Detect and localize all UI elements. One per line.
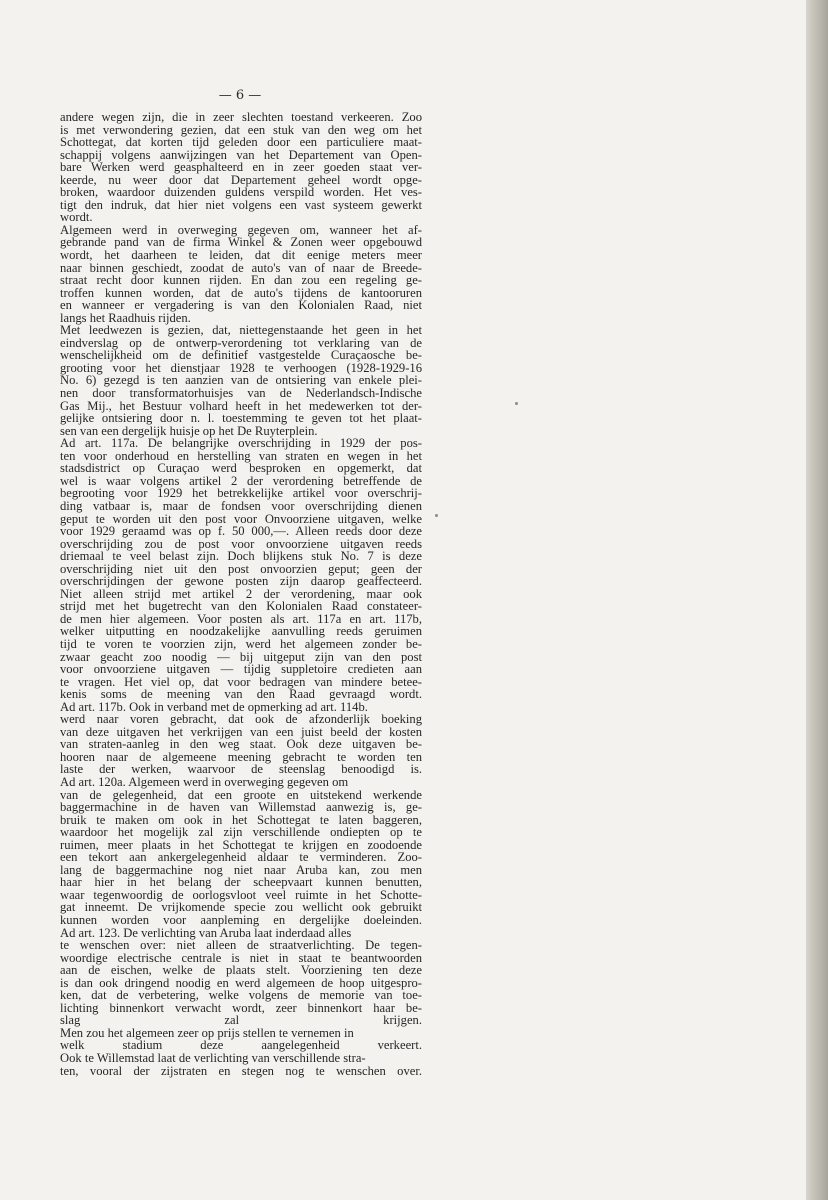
text-line: haar hier in het belang der scheepvaart kunnen benutten, — [60, 875, 422, 890]
text-line: de men hier algemeen. Voor posten als art. 117a en art. 117b, — [60, 611, 422, 626]
text-line: ten voor onderhoud en herstelling van straten en wegen in het — [60, 448, 422, 463]
text-line: welker uitputting en noodzakelijke aanvulling reeds geruimen — [60, 624, 422, 639]
text-line: sen van een dergelijk huisje op het De Ruyterplein. — [60, 423, 318, 438]
text-line: keerde, nu weer door dat Departement geheel wordt opge- — [60, 172, 422, 187]
page-number: — 6 — — [218, 88, 262, 103]
text-line: Ad art. 123. De verlichting van Aruba laat inderdaad alles — [60, 925, 352, 940]
text-line: lichting binnenkort verwacht wordt, zeer binnenkort haar be- — [60, 1000, 422, 1015]
text-line: Ook te Willemstad laat de verlichting van verschillende stra- — [60, 1051, 366, 1066]
text-line: ding vatbaar is, maar de fondsen voor overschrijding dienen — [60, 498, 422, 513]
text-line: ten, vooral der zijstraten en stegen nog te wenschen over. — [60, 1063, 422, 1078]
text-line: waar tegenwoordig de oorlogsvloot veel ruimte in het Schotte- — [60, 887, 422, 902]
text-line: te wenschen over: niet alleen de straatverlichting. De tegen- — [60, 938, 422, 953]
text-line: Algemeen werd in overweging gegeven om, wanneer het af- — [60, 222, 422, 237]
text-line: woordige electrische centrale is niet in staat te beantwoorden — [60, 950, 422, 965]
text-line: ruimen, meer plaats in het Schottegat te krijgen en zoodoende — [60, 837, 422, 852]
text-line: is dan ook dringend noodig en werd algemeen de hoop uitgespro- — [60, 975, 422, 990]
text-line: van de gelegenheid, dat een groote en uitstekend werkende — [60, 787, 422, 802]
text-line: laste der werken, waarvoor de steenslag benoodigd is. — [60, 762, 422, 777]
text-line: schappij volgens aanwijzingen van het Departement van Open- — [60, 147, 422, 162]
text-line: overschrijdingen der gewone posten zijn daarop geaffecteerd. — [60, 574, 422, 589]
text-line: gat inneemt. De vrijkomende specie zou wellicht ook gebruikt — [60, 900, 422, 915]
text-line: welk stadium deze aangelegenheid verkeert. — [60, 1038, 422, 1053]
text-line: waardoor het mogelijk zal zijn verschillende ondiepten op te — [60, 825, 422, 840]
text-line: Schottegat, dat korten tijd geleden door een particuliere maat- — [60, 135, 422, 150]
body-text — [60, 111, 422, 1077]
text-line: Men zou het algemeen zeer op prijs stellen te vernemen in — [60, 1025, 354, 1040]
text-line: nen door transformatorhuisjes van de Nederlandsch-Indische — [60, 386, 422, 401]
text-line: bruik te maken om ook in het Schottegat te laten baggeren, — [60, 812, 422, 827]
text-line: Ad art. 120a. Algemeen werd in overweging gegeven om — [60, 774, 349, 789]
text-line: is met verwondering gezien, dat een stuk van den weg om het — [60, 122, 422, 137]
text-line: broken, waardoor duizenden guldens verspild worden. Het ves- — [60, 185, 422, 200]
text-line: wenschelijkheid om de definitief vastgestelde Curaçaosche be- — [60, 348, 422, 363]
text-line: gebrande pand van de firma Winkel & Zonen weer opgebouwd — [60, 235, 422, 250]
text-line: Met leedwezen is gezien, dat, niettegenstaande het geen in het — [60, 323, 422, 338]
paper-speck — [515, 402, 518, 405]
text-line: straat recht door kunnen rijden. En dan zou een regeling ge- — [60, 273, 422, 288]
paper-speck — [435, 514, 438, 517]
text-line: Niet alleen strijd met artikel 2 der verordening, maar ook — [60, 586, 422, 601]
text-line: wel is waar volgens artikel 2 der verordening betreffende de — [60, 473, 422, 488]
text-line: slag zal krijgen. — [60, 1013, 422, 1028]
text-line: andere wegen zijn, die in zeer slechten toestand verkeeren. Zoo — [60, 110, 422, 124]
text-line: bare Werken werd geasphalteerd en in zeer goeden staat ver- — [60, 160, 422, 175]
text-line: stadsdistrict op Curaçao werd besproken en opgemerkt, dat — [60, 461, 422, 476]
text-line: langs het Raadhuis rijden. — [60, 310, 191, 325]
text-line: voor 1929 geraamd was op f. 50 000,—. Alleen reeds door deze — [60, 524, 422, 539]
text-line: naar binnen geschiedt, zoodat de auto's van of naar de Breede- — [60, 260, 422, 275]
text-line: baggermachine in de haven van Willemstad aanwezig is, ge- — [60, 800, 422, 815]
text-line: tijd te voren te voorzien zijn, werd het algemeen zonder be- — [60, 636, 422, 651]
text-line: wordt. — [60, 210, 93, 225]
text-line: en wanneer er vergadering is van den Kolonialen Raad, niet — [60, 298, 422, 313]
text-line: van deze uitgaven het verkrijgen van een juist beeld der kosten — [60, 724, 422, 739]
text-line: strijd met het bugetrecht van den Kolonialen Raad constateer- — [60, 599, 422, 614]
text-line: zwaar geacht zoo noodig — bij uitgeput zijn van den post — [60, 649, 422, 664]
text-line: kenis soms de meening van den Raad gevraagd wordt. — [60, 687, 422, 702]
text-line: werd naar voren gebracht, dat ook de afzonderlijk boeking — [60, 712, 422, 727]
text-line: kunnen worden voor aanpleming en dergelijke doeleinden. — [60, 913, 422, 927]
text-line: tigt den indruk, dat hier niet volgens een vast systeem gewerkt — [60, 197, 422, 212]
text-line: wordt, het daarheen te leiden, dat dit eenige meters meer — [60, 248, 422, 263]
text-line: lang de baggermachine nog niet naar Aruba kan, zou men — [60, 862, 422, 877]
text-line: aan de eischen, welke de plaats stelt. Voorziening ten deze — [60, 963, 422, 978]
text-line: No. 6) gezegd is ten aanzien van de ontsiering van enkele plei- — [60, 373, 422, 388]
text-line: Ad art. 117a. De belangrijke overschrijding in 1929 der pos- — [60, 436, 422, 451]
book-spine-edge — [806, 0, 828, 1200]
text-line: voor onvoorziene uitgaven — tijdig suppletoire credieten aan — [60, 662, 422, 677]
text-line: troffen kunnen worden, dat de auto's tijdens de kantooruren — [60, 285, 422, 300]
text-line: te vragen. Het viel op, dat voor bedragen van mindere betee- — [60, 674, 422, 689]
text-line: een tekort aan ankergelegenheid aldaar te verminderen. Zoo- — [60, 850, 422, 865]
text-line: gelijke ontsiering door n. l. toestemming te geven tot het plaat- — [60, 411, 422, 426]
text-line: eindverslag op de ontwerp-verordening tot verklaring van de — [60, 335, 422, 350]
text-line: Ad art. 117b. Ook in verband met de opmerking ad art. 114b. — [60, 699, 368, 714]
text-line: begrooting voor 1929 het betrekkelijke artikel voor overschrij- — [60, 486, 422, 501]
text-line: overschrijding niet uit den post onvoorzien geput; geen der — [60, 561, 422, 576]
text-line: hooren naar de algemeene meening gebracht te worden ten — [60, 749, 422, 764]
text-line: grooting voor het dienstjaar 1928 te verhoogen (1928-1929-16 — [60, 360, 422, 375]
text-line: ken, dat de verbetering, welke volgens de memorie van toe- — [60, 988, 422, 1003]
text-line: Gas Mij., het Bestuur volhard heeft in het medewerken tot der- — [60, 398, 422, 413]
text-line: overschrijding zou de post voor onvoorziene uitgaven reeds — [60, 536, 422, 551]
text-line: driemaal te veel belast zijn. Doch blijkens stuk No. 7 is deze — [60, 549, 422, 564]
text-line: van straten-aanleg in den weg staat. Ook deze uitgaven be- — [60, 737, 422, 752]
text-line: geput te worden uit den post voor Onvoorziene uitgaven, welke — [60, 511, 422, 526]
